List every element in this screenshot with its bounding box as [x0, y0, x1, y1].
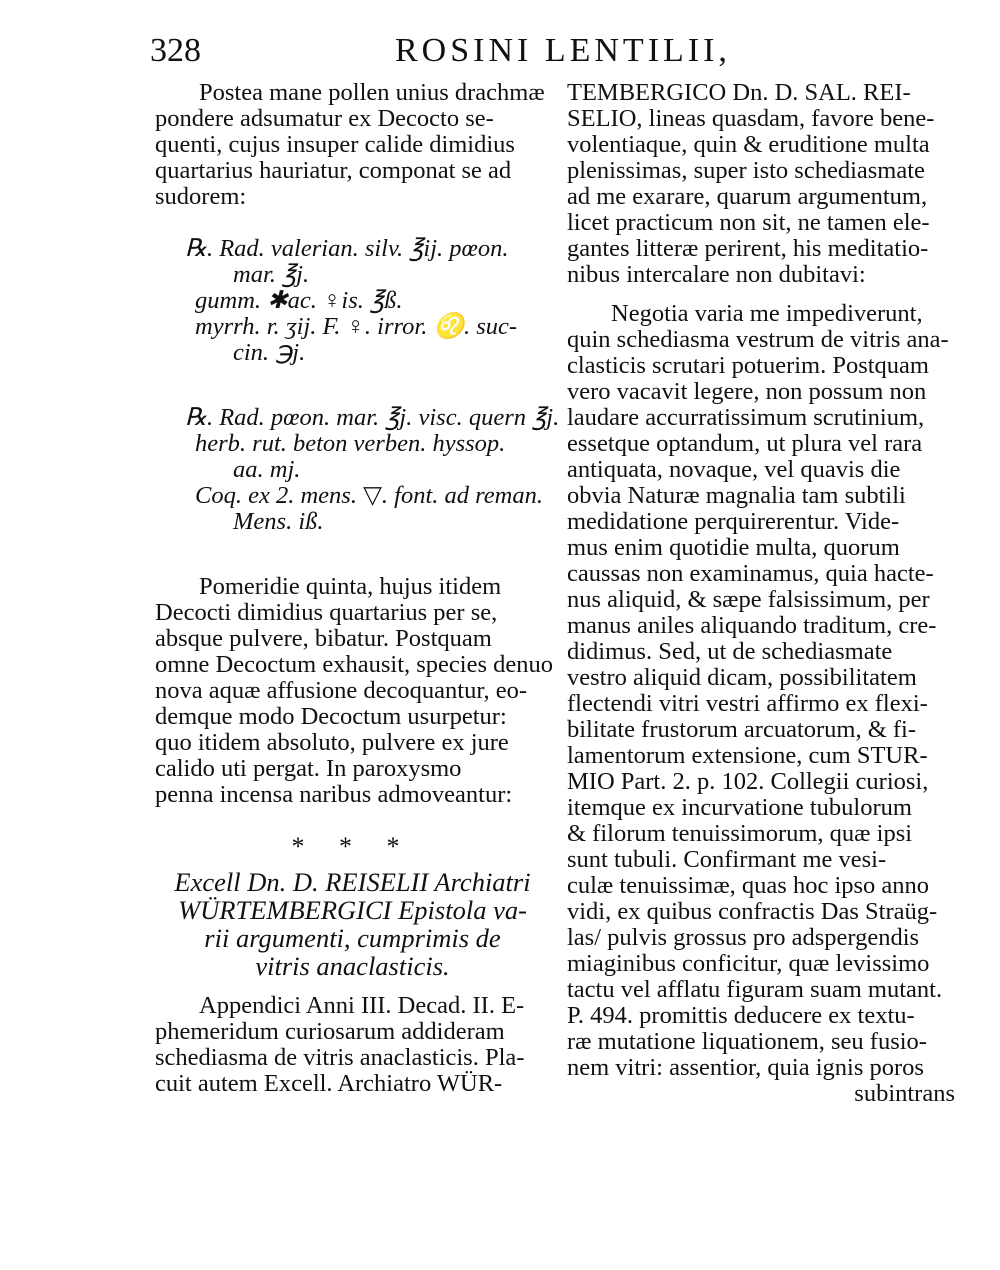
text-line: pondere adsumatur ex Decocto se- [155, 105, 494, 132]
text-line: phemeridum curiosarum addideram [155, 1018, 505, 1045]
text-line: quartarius hauriatur, componat se ad [155, 157, 512, 184]
text-line: miaginibus conficitur, quæ levissimo [567, 950, 930, 977]
text-line: vero vacavit legere, non possum non [567, 378, 927, 405]
text-line: plenissimas, super isto schediasmate [567, 157, 925, 184]
prescription-line: aa. mj. [233, 456, 301, 483]
text-line: bilitate frustorum arcuatorum, & fi- [567, 716, 917, 743]
right-column [567, 80, 955, 1107]
running-head: ROSINI LENTILII, [395, 32, 731, 69]
text-line: medidatione perquirerentur. Vide- [567, 508, 900, 535]
heading-line: Excell Dn. D. REISELII Archiatri [174, 867, 531, 897]
text-line: quenti, cujus insuper calide dimidius [155, 131, 515, 158]
section-heading [155, 868, 550, 980]
text-line: obvia Naturæ magnalia tam subtili [567, 482, 906, 509]
left-column [155, 79, 560, 1097]
text-line: schediasma de vitris anaclasticis. Pla- [155, 1044, 525, 1071]
text-line: calido uti pergat. In paroxysmo [155, 755, 462, 782]
text-line: quo itidem absoluto, pulvere ex jure [155, 729, 509, 756]
text-line: absque pulvere, bibatur. Postquam [155, 625, 492, 652]
text-line: tactu vel afflatu figuram suam mutant. [567, 976, 943, 1003]
heading-line: vitris anaclasticis. [255, 951, 450, 981]
page-number: 328 [150, 32, 201, 69]
prescription-line: ℞. Rad. pœon. mar. ℥j. visc. quern ℥j. [185, 404, 560, 431]
text-line: omne Decoctum exhausit, species denuo [155, 651, 554, 678]
text-line: vestro aliquid dicam, possibilitatem [567, 664, 917, 691]
left-paragraph-3 [155, 993, 550, 1097]
text-line: sunt tubuli. Confirmant me vesi- [567, 846, 887, 873]
right-paragraph-2 [567, 301, 955, 1081]
text-line: & filorum tenuissimorum, quæ ipsi [567, 820, 913, 847]
text-line: nem vitri: assentior, quia ignis poros [567, 1054, 924, 1081]
section-divider-stars: * * * [291, 832, 414, 861]
text-line: MIO Part. 2. p. 102. Collegii curiosi, [567, 768, 929, 795]
text-line: demque modo Decoctum usurpetur: [155, 703, 507, 730]
text-line: lamentorum extensione, cum STUR- [567, 742, 928, 769]
text-line: essetque optandum, ut plura vel rara [567, 430, 923, 457]
prescription-line: herb. rut. beton verben. hyssop. [195, 430, 506, 457]
text-line: cuit autem Excell. Archiatro WÜR- [155, 1070, 503, 1097]
text-line: culæ tenuissimæ, quas hoc ipso anno [567, 872, 930, 899]
text-line: nibus intercalare non dubitavi: [567, 261, 866, 288]
prescription-line: mar. ℥j. [233, 261, 310, 288]
text-line: licet practicum non sit, ne tamen ele- [567, 209, 930, 236]
prescription-line: Mens. iß. [233, 508, 324, 535]
prescription-1 [155, 236, 550, 366]
text-line: sudorem: [155, 183, 247, 210]
prescription-line: gumm. ✱ac. ♀is. ℥ß. [195, 287, 403, 314]
text-line: laudare accurratissimum scrutinium, [567, 404, 925, 431]
text-line: TEMBERGICO Dn. D. SAL. REI- [567, 79, 911, 106]
text-line: manus aniles aliquando traditum, cre- [567, 612, 937, 639]
prescription-line: ℞. Rad. valerian. silv. ℥ij. pœon. [185, 235, 509, 262]
text-line: nova aquæ affusione decoquantur, eo- [155, 677, 528, 704]
text-line: quin schediasma vestrum de vitris ana- [567, 326, 949, 353]
page-header [150, 24, 950, 84]
text-line: caussas non examinamus, quia hacte- [567, 560, 934, 587]
left-paragraph-2 [155, 573, 554, 808]
text-line: penna incensa naribus admoveantur: [155, 781, 513, 808]
text-line: las/ pulvis grossus pro adspergendis [567, 924, 920, 951]
text-line: clasticis scrutari potuerim. Postquam [567, 352, 929, 379]
text-line: SELIO, lineas quasdam, favore bene- [567, 105, 935, 132]
text-line: antiquata, novaque, vel quavis die [567, 456, 901, 483]
prescription-line: Coq. ex 2. mens. ▽. font. ad reman. [195, 482, 543, 509]
text-line: Decocti dimidius quartarius per se, [155, 599, 498, 626]
prescription-2 [155, 404, 560, 535]
prescription-line: cin. ℈j. [233, 339, 306, 366]
text-line: Postea mane pollen unius drachmæ [199, 79, 545, 106]
text-line: ræ mutatione liquationem, seu fusio- [567, 1028, 927, 1055]
text-line: didimus. Sed, ut de schediasmate [567, 638, 893, 665]
text-line: nus aliquid, & sæpe falsissimum, per [567, 586, 930, 613]
text-line: Negotia varia me impediverunt, [611, 300, 923, 327]
text-line: vidi, ex quibus confractis Das Straüg- [567, 898, 938, 925]
heading-line: rii argumenti, cumprimis de [204, 923, 501, 953]
text-line: Appendici Anni III. Decad. II. E- [199, 992, 525, 1019]
text-line: ad me exarare, quarum argumentum, [567, 183, 928, 210]
text-line: gantes litteræ perirent, his meditatio- [567, 235, 929, 262]
text-line: mus enim quotidie multa, quorum [567, 534, 900, 561]
prescription-line: myrrh. r. ʒij. F. ♀. irror. ♌. suc- [195, 313, 518, 340]
text-line: flectendi vitri vestri affirmo ex flexi- [567, 690, 928, 717]
heading-line: WÜRTEMBERGICI Epistola va- [178, 895, 527, 925]
catchword: subintrans [854, 1080, 955, 1107]
right-paragraph-1 [567, 80, 955, 288]
left-paragraph-1 [155, 80, 550, 210]
text-line: Pomeridie quinta, hujus itidem [199, 573, 502, 600]
text-line: P. 494. promittis deducere ex textu- [567, 1002, 915, 1029]
text-line: itemque ex incurvatione tubulorum [567, 794, 912, 821]
text-line: volentiaque, quin & eruditione multa [567, 131, 930, 158]
